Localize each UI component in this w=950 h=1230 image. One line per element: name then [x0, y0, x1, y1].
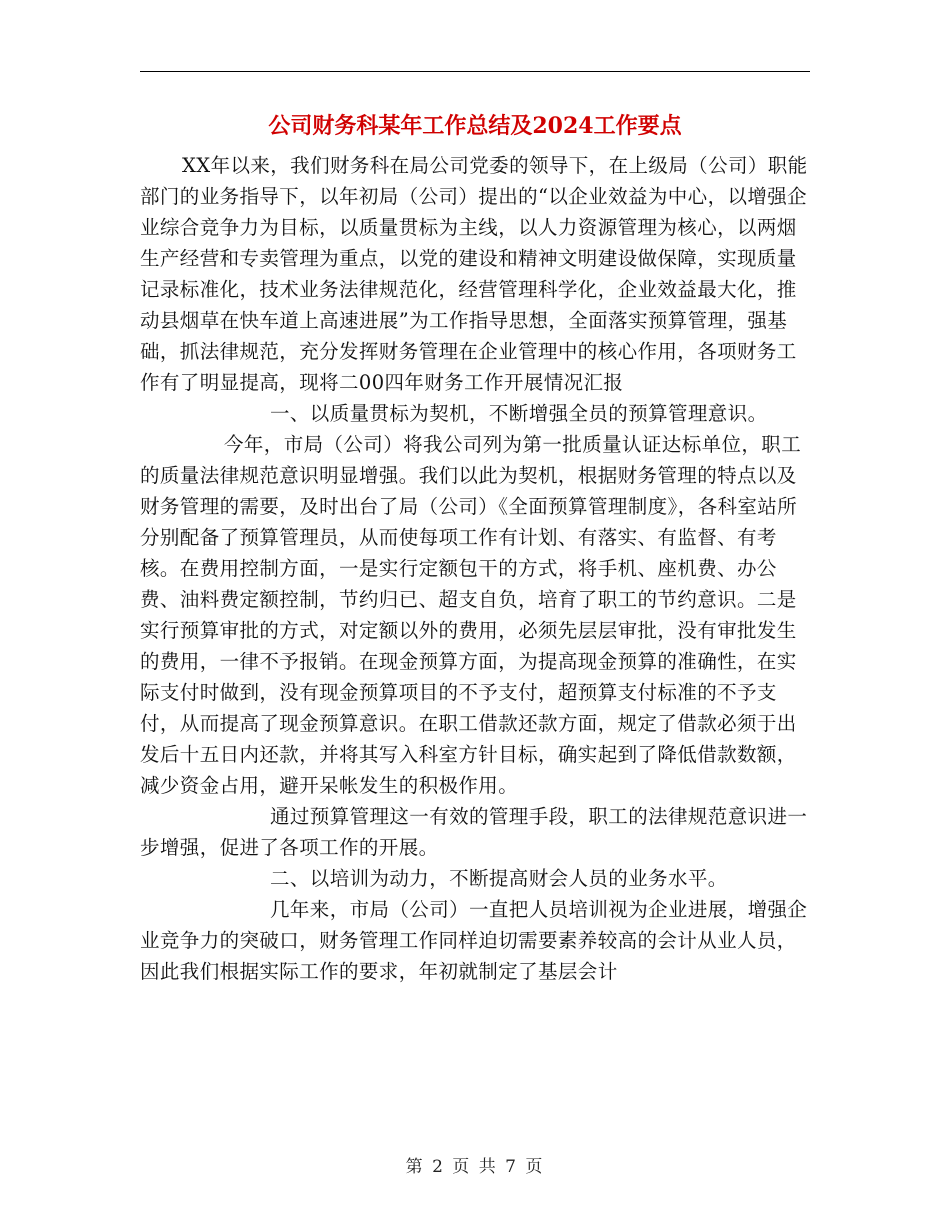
- paragraph-budget-summary: 通过预算管理这一有效的管理手段，职工的法律规范意识进一步增强，促进了各项工作的开展。: [140, 805, 808, 859]
- section-heading-2: 二、以培训为动力，不断提高财会人员的业务水平。: [270, 867, 728, 890]
- paragraph-training: 几年来，市局（公司）一直把人员培训视为企业进展，增强企业竞争力的突破口，财务管理工作同样迫切需要素养较高的会计从业人员，因此我们根据实际工作的要求，年初就制定了基层会计: [140, 898, 808, 983]
- page-footer: 第 2 页 共 7 页: [405, 1157, 545, 1177]
- document-title: 公司财务科某年工作总结及2024工作要点: [268, 113, 682, 139]
- paragraph-budget: 今年，市局（公司）将我公司列为第一批质量认证达标单位，职工的质量法律规范意识明显增强。我们以此为契机，根据财务管理的特点以及财务管理的需要，及时出台了局（公司）《全面预算管理制度》，各科室站所分别配备了预算管理员，从而使每项工作有计划、有落实、有监督、有考核。在费用控制方面，一是实行定额包干的方式，将手机、座机费、办公费、油料费定额控制，节约归已、超支自负，培育了职工的节约意识。二是实行预算审批的方式，对定额以外的费用，必须先层层审批，没有审批发生的费用，一律不予报销。在现金预算方面，为提高现金预算的准确性，在实际支付时做到，没有现金预算项目的不予支付，超预算支付标准的不予支付，从而提高了现金预算意识。在职工借款还款方面，规定了借款必须于出发后十五日内还款，并将其写入科室方针目标，确实起到了降低借款数额，减少资金占用，避开呆帐发生的积极作用。: [140, 433, 802, 797]
- section-heading-1: 一、以质量贯标为契机，不断增强全员的预算管理意识。: [270, 402, 768, 425]
- paragraph-intro: XX年以来，我们财务科在局公司党委的领导下，在上级局（公司）职能部门的业务指导下，以年初局（公司）提出的“以企业效益为中心，以增强企业综合竞争力为目标，以质量贯标为主线，以人力资源管理为核心，以两烟生产经营和专卖管理为重点，以党的建设和精神文明建设做保障，实现质量记录标准化，技术业务法律规范化，经营管理科学化，企业效益最大化，推动县烟草在快车道上高速进展”为工作指导思想，全面落实预算管理，强基础，抓法律规范，充分发挥财务管理在企业管理中的核心作用，各项财务工作有了明显提高，现将二00四年财务工作开展情况汇报: [140, 154, 808, 394]
- header-rule: [140, 71, 810, 72]
- document-body: [140, 150, 815, 987]
